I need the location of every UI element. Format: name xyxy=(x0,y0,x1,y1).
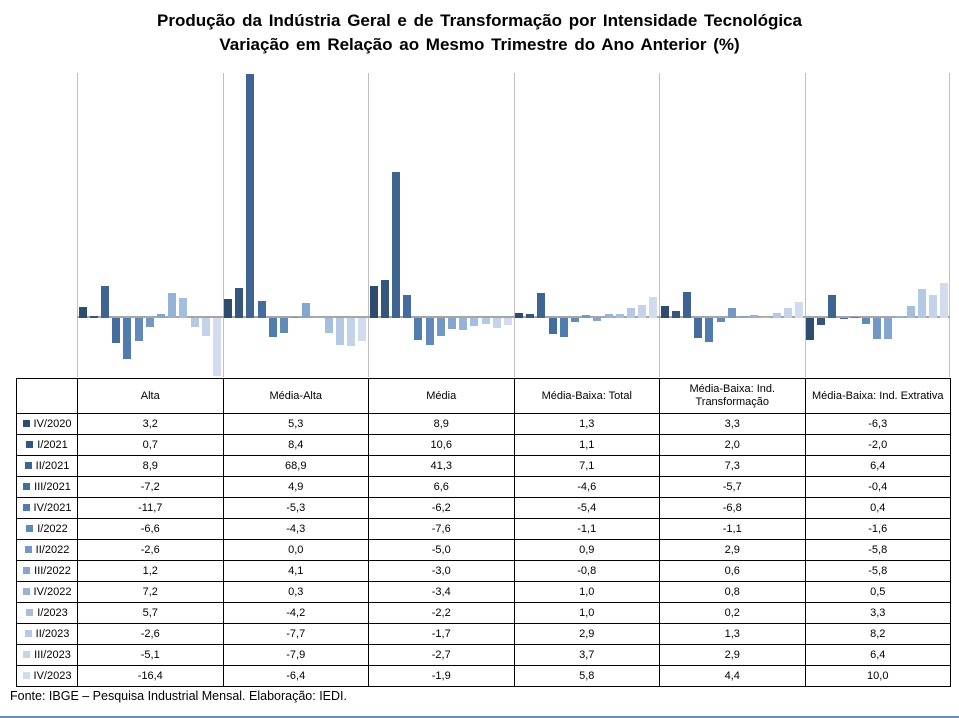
value-cell: 2,9 xyxy=(660,645,806,666)
chart-bar xyxy=(593,318,601,321)
value-cell: 0,9 xyxy=(514,540,660,561)
table-row xyxy=(17,666,951,687)
value-cell: -0,8 xyxy=(514,561,660,582)
bar-group-5 xyxy=(659,73,805,377)
chart-bar xyxy=(414,318,422,340)
value-cell: 3,2 xyxy=(78,414,224,435)
value-cell: 8,2 xyxy=(805,624,951,645)
value-cell: -7,2 xyxy=(78,477,224,498)
value-cell: -4,3 xyxy=(223,519,369,540)
row-label xyxy=(17,414,78,435)
chart-bar xyxy=(940,283,948,318)
chart-bar xyxy=(347,318,355,346)
chart-bar xyxy=(717,318,725,322)
row-label xyxy=(17,435,78,456)
chart-bar xyxy=(504,318,512,325)
value-cell: 2,0 xyxy=(660,435,806,456)
chart-bar xyxy=(358,318,366,341)
value-cell: -5,8 xyxy=(805,540,951,561)
value-cell: -5,0 xyxy=(369,540,515,561)
value-cell: -1,1 xyxy=(514,519,660,540)
chart-bar xyxy=(828,295,836,318)
value-cell: -0,4 xyxy=(805,477,951,498)
value-cell: 7,1 xyxy=(514,456,660,477)
chart-title-line2: Variação em Relação ao Mesmo Trimestre do Ano Anterior (%) xyxy=(219,35,740,54)
chart-bar xyxy=(459,318,467,330)
value-cell: 68,9 xyxy=(223,456,369,477)
table-row xyxy=(17,519,951,540)
value-cell: 0,3 xyxy=(223,582,369,603)
chart-bar xyxy=(851,317,859,318)
table-row xyxy=(17,477,951,498)
chart-bar xyxy=(403,295,411,318)
chart-bar xyxy=(381,280,389,318)
quarter-label: I/2021 xyxy=(37,439,68,451)
chart-title xyxy=(0,9,959,57)
row-label xyxy=(17,561,78,582)
value-cell: -4,2 xyxy=(223,603,369,624)
chart-bar xyxy=(191,318,199,327)
chart-bar xyxy=(135,318,143,341)
table-row xyxy=(17,645,951,666)
row-label xyxy=(17,582,78,603)
chart-bar xyxy=(493,318,501,328)
chart-bar xyxy=(784,308,792,318)
value-cell: 10,0 xyxy=(805,666,951,687)
table-row xyxy=(17,561,951,582)
chart-bar xyxy=(392,172,400,318)
value-cell: 3,3 xyxy=(660,414,806,435)
chart-bar xyxy=(470,318,478,326)
chart-bar xyxy=(269,318,277,337)
chart-bar xyxy=(862,318,870,324)
value-cell: 41,3 xyxy=(369,456,515,477)
chart-bar xyxy=(649,297,657,318)
quarter-label: IV/2020 xyxy=(33,418,72,430)
chart-bar xyxy=(817,318,825,325)
table-row xyxy=(17,435,951,456)
value-cell: 1,3 xyxy=(660,624,806,645)
chart-bar xyxy=(246,74,254,318)
chart-bar xyxy=(112,318,120,343)
value-cell: 0,6 xyxy=(660,561,806,582)
bar-group-2 xyxy=(223,73,369,377)
value-cell: -5,1 xyxy=(78,645,224,666)
value-cell: -1,1 xyxy=(660,519,806,540)
chart-bar xyxy=(840,318,848,319)
quarter-label: I/2022 xyxy=(37,523,68,535)
column-header: Média-Baixa: Ind. Extrativa xyxy=(805,379,951,414)
value-cell: -5,7 xyxy=(660,477,806,498)
table-row xyxy=(17,540,951,561)
bar-group-1 xyxy=(77,73,223,377)
data-table-body xyxy=(17,414,951,687)
value-cell: 4,4 xyxy=(660,666,806,687)
value-cell: -5,8 xyxy=(805,561,951,582)
chart-bar xyxy=(235,288,243,318)
value-cell: 0,8 xyxy=(660,582,806,603)
row-label xyxy=(17,540,78,561)
value-cell: -2,0 xyxy=(805,435,951,456)
chart-bar xyxy=(549,318,557,334)
value-cell: -7,7 xyxy=(223,624,369,645)
table-corner-cell xyxy=(17,379,78,414)
value-cell: -5,3 xyxy=(223,498,369,519)
chart-bar xyxy=(437,318,445,336)
value-cell: 7,2 xyxy=(78,582,224,603)
source-note: Fonte: IBGE – Pesquisa Industrial Mensal. Elaboração: IEDI. xyxy=(10,689,347,703)
quarter-label: IV/2023 xyxy=(33,670,72,682)
chart-bar xyxy=(739,316,747,318)
value-cell: 0,0 xyxy=(223,540,369,561)
chart-bar xyxy=(929,295,937,318)
value-cell: 8,9 xyxy=(78,456,224,477)
value-cell: 8,9 xyxy=(369,414,515,435)
value-cell: -3,4 xyxy=(369,582,515,603)
value-cell: -6,4 xyxy=(223,666,369,687)
chart-bar xyxy=(146,318,154,327)
chart-bar xyxy=(314,317,322,318)
value-cell: 1,3 xyxy=(514,414,660,435)
value-cell: 6,4 xyxy=(805,456,951,477)
value-cell: -1,7 xyxy=(369,624,515,645)
value-cell: 1,0 xyxy=(514,582,660,603)
chart-bar xyxy=(90,316,98,318)
chart-bar xyxy=(896,316,904,318)
value-cell: 0,2 xyxy=(660,603,806,624)
quarter-label: III/2022 xyxy=(34,565,71,577)
column-header: Média-Baixa: Ind. Transformação xyxy=(660,379,806,414)
legend-swatch xyxy=(25,462,32,469)
data-table-header xyxy=(17,379,951,414)
chart-bar xyxy=(627,308,635,318)
quarter-label: II/2023 xyxy=(35,628,70,640)
value-cell: -1,9 xyxy=(369,666,515,687)
chart-bar xyxy=(325,318,333,333)
chart-bar xyxy=(638,305,646,318)
quarter-label: I/2023 xyxy=(37,607,68,619)
value-cell: 7,3 xyxy=(660,456,806,477)
legend-swatch xyxy=(23,504,30,511)
value-cell: 2,9 xyxy=(660,540,806,561)
value-cell: -2,2 xyxy=(369,603,515,624)
value-cell: 4,9 xyxy=(223,477,369,498)
value-cell: 0,4 xyxy=(805,498,951,519)
value-cell: 1,2 xyxy=(78,561,224,582)
column-header: Média-Alta xyxy=(223,379,369,414)
chart-bar xyxy=(515,313,523,318)
chart-bar xyxy=(537,293,545,318)
chart-bar xyxy=(157,314,165,318)
value-cell: 6,4 xyxy=(805,645,951,666)
value-cell: -3,0 xyxy=(369,561,515,582)
legend-swatch xyxy=(26,525,33,532)
chart-bar xyxy=(302,303,310,318)
chart-bar xyxy=(918,289,926,318)
value-cell: 1,1 xyxy=(514,435,660,456)
legend-swatch xyxy=(23,651,30,658)
value-cell: -11,7 xyxy=(78,498,224,519)
legend-swatch xyxy=(25,630,32,637)
bar-group-4 xyxy=(514,73,660,377)
chart-bar xyxy=(694,318,702,338)
chart-bar xyxy=(526,314,534,318)
value-cell: 3,3 xyxy=(805,603,951,624)
chart-bar xyxy=(291,317,299,318)
row-label xyxy=(17,603,78,624)
quarter-label: II/2021 xyxy=(35,460,70,472)
chart-bar xyxy=(202,318,210,336)
chart-bar xyxy=(336,318,344,345)
value-cell: -6,8 xyxy=(660,498,806,519)
value-cell: 4,1 xyxy=(223,561,369,582)
value-cell: 2,9 xyxy=(514,624,660,645)
legend-swatch xyxy=(23,672,30,679)
chart-bar xyxy=(560,318,568,337)
chart-bar xyxy=(582,315,590,318)
chart-bar xyxy=(761,317,769,318)
table-row xyxy=(17,498,951,519)
legend-swatch xyxy=(23,588,30,595)
value-cell: -2,7 xyxy=(369,645,515,666)
chart-bar xyxy=(672,311,680,318)
legend-swatch xyxy=(23,420,30,427)
legend-swatch xyxy=(23,483,30,490)
chart-bar xyxy=(705,318,713,342)
data-table xyxy=(16,378,951,687)
chart-bar xyxy=(750,315,758,318)
value-cell: -7,9 xyxy=(223,645,369,666)
chart-bar xyxy=(370,286,378,318)
table-row xyxy=(17,456,951,477)
row-label xyxy=(17,456,78,477)
chart-bar xyxy=(806,318,814,340)
chart-bar xyxy=(571,318,579,322)
chart-bar xyxy=(280,318,288,333)
chart-bar xyxy=(773,313,781,318)
chart-bar xyxy=(795,302,803,318)
chart-bar xyxy=(907,306,915,318)
column-header: Alta xyxy=(78,379,224,414)
row-label xyxy=(17,624,78,645)
chart-bar xyxy=(616,314,624,318)
column-header: Média xyxy=(369,379,515,414)
legend-swatch xyxy=(26,441,33,448)
chart-bar xyxy=(224,299,232,318)
chart-bar xyxy=(884,318,892,339)
chart-bar xyxy=(683,292,691,318)
legend-swatch xyxy=(26,609,33,616)
value-cell: -16,4 xyxy=(78,666,224,687)
chart-bar xyxy=(123,318,131,359)
value-cell: -6,6 xyxy=(78,519,224,540)
row-label xyxy=(17,645,78,666)
quarter-label: IV/2021 xyxy=(33,502,72,514)
value-cell: -7,6 xyxy=(369,519,515,540)
chart-bar xyxy=(213,318,221,376)
row-label xyxy=(17,519,78,540)
chart-bar xyxy=(79,307,87,318)
chart-bar xyxy=(605,314,613,318)
value-cell: -2,6 xyxy=(78,624,224,645)
quarter-label: IV/2022 xyxy=(33,586,72,598)
value-cell: 10,6 xyxy=(369,435,515,456)
value-cell: 1,0 xyxy=(514,603,660,624)
chart-bar xyxy=(426,318,434,345)
header-row xyxy=(17,379,951,414)
value-cell: 6,6 xyxy=(369,477,515,498)
table-row xyxy=(17,603,951,624)
quarter-label: III/2021 xyxy=(34,481,71,493)
chart-bar xyxy=(101,286,109,318)
chart-plot xyxy=(77,73,950,377)
value-cell: 0,7 xyxy=(78,435,224,456)
chart-title-line1: Produção da Indústria Geral e de Transformação por Intensidade Tecnológica xyxy=(157,11,802,30)
value-cell: -2,6 xyxy=(78,540,224,561)
quarter-label: III/2023 xyxy=(34,649,71,661)
value-cell: 0,5 xyxy=(805,582,951,603)
value-cell: -4,6 xyxy=(514,477,660,498)
row-label xyxy=(17,498,78,519)
value-cell: -5,4 xyxy=(514,498,660,519)
value-cell: 3,7 xyxy=(514,645,660,666)
value-cell: -6,3 xyxy=(805,414,951,435)
legend-swatch xyxy=(25,546,32,553)
row-label xyxy=(17,477,78,498)
bar-group-6 xyxy=(805,73,951,377)
chart-bar xyxy=(448,318,456,329)
value-cell: 8,4 xyxy=(223,435,369,456)
chart-bar xyxy=(873,318,881,339)
chart-bar xyxy=(258,301,266,318)
value-cell: 5,8 xyxy=(514,666,660,687)
value-cell: -6,2 xyxy=(369,498,515,519)
table-row xyxy=(17,414,951,435)
chart-bar xyxy=(179,298,187,318)
chart-bar xyxy=(728,308,736,318)
quarter-label: II/2022 xyxy=(35,544,70,556)
value-cell: -1,6 xyxy=(805,519,951,540)
table-row xyxy=(17,624,951,645)
value-cell: 5,7 xyxy=(78,603,224,624)
column-header: Média-Baixa: Total xyxy=(514,379,660,414)
chart-bar xyxy=(661,306,669,318)
value-cell: 5,3 xyxy=(223,414,369,435)
table-row xyxy=(17,582,951,603)
chart-bar xyxy=(482,318,490,324)
row-label xyxy=(17,666,78,687)
legend-swatch xyxy=(23,567,30,574)
bar-group-3 xyxy=(368,73,514,377)
chart-bar xyxy=(168,293,176,318)
